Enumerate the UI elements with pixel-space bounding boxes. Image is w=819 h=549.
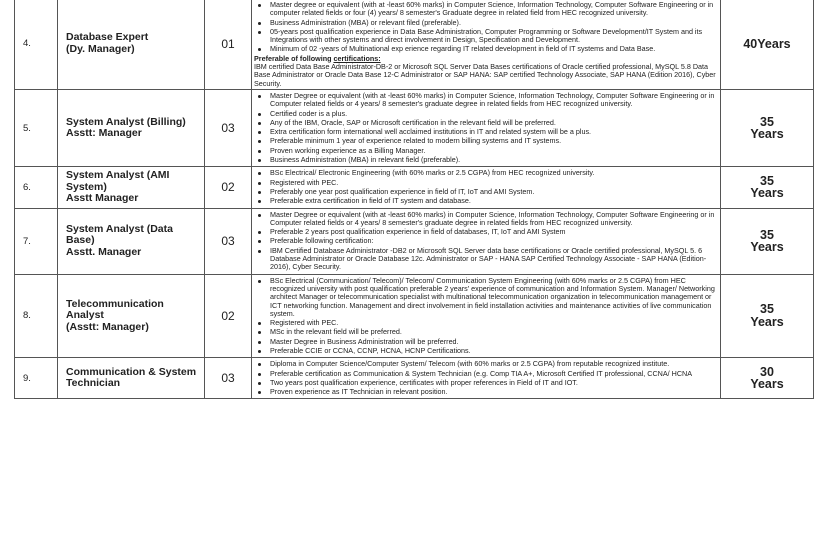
serial-number: 9.	[15, 358, 58, 399]
max-age	[721, 274, 814, 358]
requirements-cell	[252, 89, 721, 166]
max-age-line: Years	[750, 127, 784, 142]
post-title-line: System Analyst (Data Base)	[66, 222, 173, 247]
max-age-line: Years	[750, 314, 784, 329]
requirement-item: Registered with PEC.	[254, 319, 716, 327]
vacancy-table-body	[15, 0, 814, 399]
requirements-list	[254, 360, 716, 396]
max-age-line: 40Years	[743, 36, 791, 51]
requirement-item: Minimum of 02 -years of Multinational exp erience regarding IT related development in field of IT systems and Data Base.	[254, 45, 716, 53]
requirements-cell	[252, 0, 721, 89]
post-title-line: Analyst	[66, 309, 104, 322]
requirement-item: Preferable certification as Communication & System Technician (e.g. Comp TIA A+, Microsoft Certified IT professional, CCNA/ HCNA	[254, 370, 716, 378]
requirement-item: 05-years post qualification experience in Data Base Administration, Computer Programming or Software Development/IT System and its Integrations with other systems and direct involvement in Design, Specification and Development.	[254, 28, 716, 45]
requirements-cell	[252, 167, 721, 208]
certifications-label: certifications:	[333, 53, 381, 63]
requirement-item: Business Administration (MBA) in relevant field (preferable).	[254, 156, 716, 164]
table-row	[15, 208, 814, 274]
max-age-line: Years	[750, 186, 784, 201]
post-title-line: Database Expert	[66, 31, 149, 44]
requirement-item: Two years post qualification experience, certificates with proper references in Field of IT and IOT.	[254, 379, 716, 387]
requirement-item: Master degree or equivalent (with at -least 60% marks) in Computer Science, Information Technology, Computer Software Engineering or in computer related fields or four (4) years/ 8 semester's Graduate degree in related field from HEC recognized university.	[254, 1, 716, 18]
max-age	[721, 89, 814, 166]
requirement-item: Registered with PEC.	[254, 179, 716, 187]
preferred-label: Preferable of following	[254, 53, 332, 63]
post-title	[58, 358, 205, 399]
requirement-item: Business Administration (MBA) or relevant filed (preferable).	[254, 19, 716, 27]
requirements-cell	[252, 274, 721, 358]
post-title-line: Telecommunication	[66, 297, 164, 310]
table-row	[15, 358, 814, 399]
vacancy-table	[14, 0, 814, 399]
max-age-line: 35	[760, 302, 774, 317]
post-title-line: (Dy. Manager)	[66, 42, 135, 55]
requirements-cell	[252, 208, 721, 274]
requirement-item: MSc in the relevant field will be preferred.	[254, 328, 716, 336]
requirements-list	[254, 92, 716, 164]
post-title-line: System Analyst (AMI	[66, 169, 170, 182]
requirements-cell	[252, 358, 721, 399]
serial-number: 8.	[15, 274, 58, 358]
requirement-item: Proven working experience as a Billing Manager.	[254, 147, 716, 155]
table-row	[15, 0, 814, 89]
table-row	[15, 89, 814, 166]
requirement-item: Preferable minimum 1 year of experience related to modern billing systems and IT systems.	[254, 137, 716, 145]
post-title	[58, 208, 205, 274]
requirement-item: Preferable 2 years post qualification experience in field of databases, IT, IoT and AMI System	[254, 228, 716, 236]
post-count: 01	[205, 0, 252, 89]
table-row	[15, 274, 814, 358]
max-age-line: 35	[760, 227, 774, 242]
post-count: 03	[205, 89, 252, 166]
max-age-line: Years	[750, 377, 784, 392]
serial-number: 4.	[15, 0, 58, 89]
max-age-line: 35	[760, 114, 774, 129]
requirements-list	[254, 1, 716, 54]
post-count: 02	[205, 274, 252, 358]
requirements-list	[254, 169, 716, 205]
post-title-line: Asstt: Manager	[66, 127, 142, 140]
max-age-line: 30	[760, 364, 774, 379]
requirement-item: BSc Electrical (Communication/ Telecom)/ Telecom/ Communication System Engineering (with 60% marks or 2.5 CGPA) from HEC recognized university with post qualification preferable 2 years' experience of communication and Information System. Manager/ Networking architect Manager or telecommunication specialist with multinational telecommunication organization in telecommunication management or ICT networking function. Management and direct involvement in field installation activities and maintenance activities of live communication system.	[254, 277, 716, 318]
table-row	[15, 167, 814, 208]
max-age-line: Years	[750, 240, 784, 255]
post-title-line: Asstt Manager	[66, 192, 139, 205]
max-age-line: 35	[760, 173, 774, 188]
requirement-item: Preferable CCIE or CCNA, CCNP, HCNA, HCNP Certifications.	[254, 347, 716, 355]
serial-number: 6.	[15, 167, 58, 208]
max-age	[721, 0, 814, 89]
requirement-item: Extra certification form international well acclaimed institutions in IT and related system will be a plus.	[254, 128, 716, 136]
post-count: 03	[205, 208, 252, 274]
max-age	[721, 358, 814, 399]
serial-number: 7.	[15, 208, 58, 274]
post-title	[58, 167, 205, 208]
max-age	[721, 208, 814, 274]
requirement-item: Certified coder is a plus.	[254, 110, 716, 118]
post-title-line: Asstt. Manager	[66, 245, 142, 258]
requirement-item: Proven experience as IT Technician in relevant position.	[254, 388, 716, 396]
requirements-list	[254, 211, 716, 272]
requirement-item: Master Degree or equivalent (with at -least 60% marks) in Computer Science, Information Technology, Computer Software Engineering or in Computer related fields or 4 years/ 8 semester's graduate degree in related fields from HEC recognized university.	[254, 211, 716, 228]
post-count: 02	[205, 167, 252, 208]
requirement-item: IBM Certified Database Administrator -DB2 or Microsoft SQL Server data base certifications or Oracle certified professional, MySQL 5. 6 Database Administrator or Oracle Database 12c. Administrator or SAP - HANA SAP Certified Technology Associate - SAP HANA (Edition-2016), Cyber Security.	[254, 247, 716, 272]
post-title-line: Communication & System	[66, 365, 197, 378]
preferred-certifications-text: IBM certified Data Base Administrator-DB-2 or Microsoft SQL Server Data Bases certifications of Oracle certified professional, MySQL 5.8 Data Base Administrator or Oracle Data Base 12-C Administrator or SAP HANA: SAP certified Technology Associate, SAP HANA (Edition 2016), Cyber Security.	[254, 62, 716, 88]
requirements-list	[254, 277, 716, 356]
post-title	[58, 0, 205, 89]
requirement-item: Master Degree in Business Administration will be preferred.	[254, 338, 716, 346]
requirement-item: Preferably one year post qualification experience in field of IT, IoT and AMI System.	[254, 188, 716, 196]
requirement-item: Preferable extra certification in field of IT system and database.	[254, 197, 716, 205]
post-title	[58, 274, 205, 358]
post-title-line: Technician	[66, 377, 121, 390]
requirement-item: Diploma in Computer Science/Computer System/ Telecom (with 60% marks or 2.5 CGPA) from reputable recognized institute.	[254, 360, 716, 368]
post-title	[58, 89, 205, 166]
requirement-item: BSc Electrical/ Electronic Engineering (with 60% marks or 2.5 CGPA) from HEC recognized university.	[254, 169, 716, 177]
max-age	[721, 167, 814, 208]
post-title-line: System)	[66, 180, 107, 193]
requirement-item: Any of the IBM, Oracle, SAP or Microsoft certification in the relevant field will be preferred.	[254, 119, 716, 127]
post-title-line: System Analyst (Billing)	[66, 115, 186, 128]
post-title-line: (Asstt: Manager)	[66, 320, 149, 333]
post-count: 03	[205, 358, 252, 399]
serial-number: 5.	[15, 89, 58, 166]
requirement-item: Preferable following certification:	[254, 237, 716, 245]
requirement-item: Master Degree or equivalent (with at -least 60% marks) in Computer Science, Information Technology, Computer Software Engineering or in Computer related fields or 4 years/ 8 semester's graduate degree in related fields from HEC recognized university.	[254, 92, 716, 109]
